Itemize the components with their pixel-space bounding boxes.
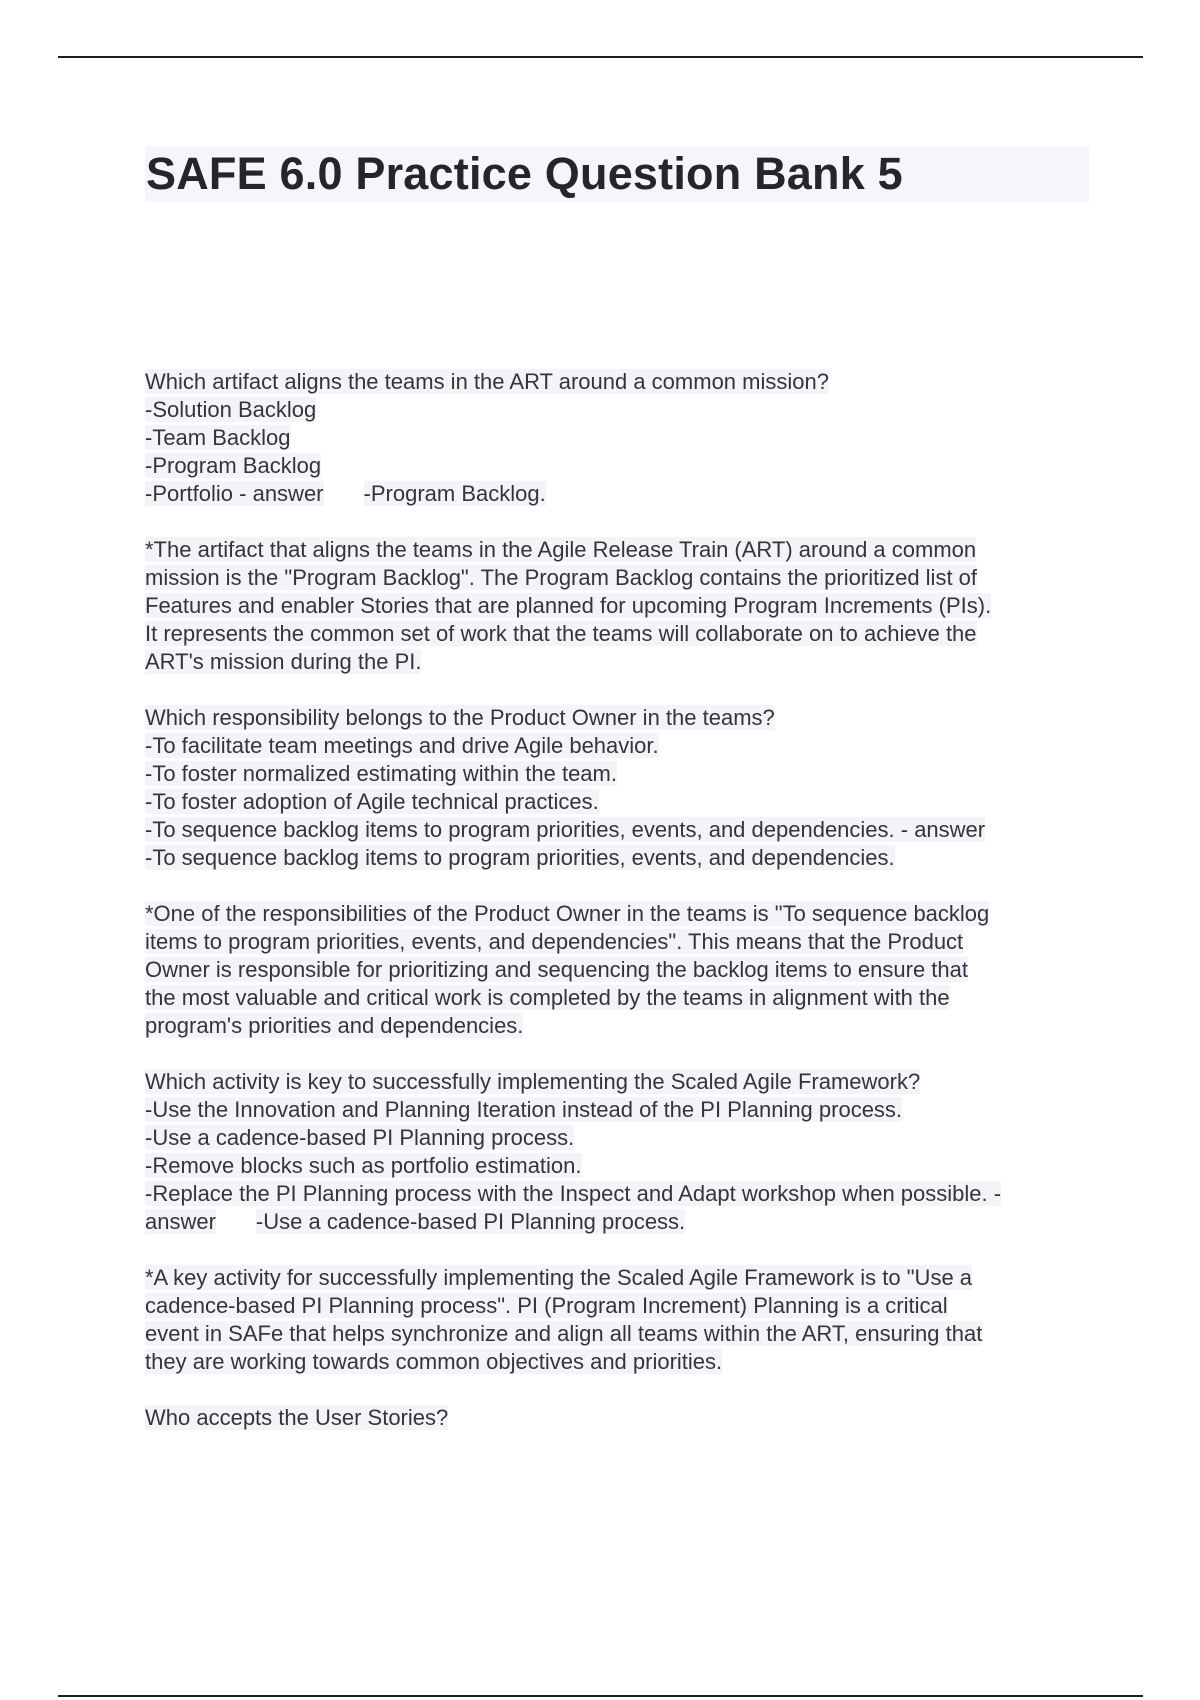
explanation-line: *A key activity for successfully implementing the Scaled Agile Framework is to "Use a [145,1265,973,1290]
answer-text: -Use a cadence-based PI Planning process. [255,1209,686,1234]
option-line: -To sequence backlog items to program priorities, events, and dependencies. - answer [145,817,986,842]
option-line: -Solution Backlog [145,397,317,422]
explanation-line: they are working towards common objectives and priorities. [145,1349,723,1374]
bottom-rule [58,1695,1143,1697]
answer-text: -Program Backlog. [363,481,546,506]
explanation-line: event in SAFe that helps synchronize and align all teams within the ART, ensuring that [145,1321,983,1346]
top-rule [58,56,1143,58]
explanation-block-2 [145,900,1095,1040]
option-line: -Use a cadence-based PI Planning process. [145,1125,575,1150]
option-line: -Team Backlog [145,425,291,450]
page-title: SAFE 6.0 Practice Question Bank 5 [146,148,903,199]
option-line: -To foster normalized estimating within the team. [145,761,617,786]
question-block-1 [145,368,1095,508]
option-line: -Replace the PI Planning process with the Inspect and Adapt workshop when possible. - [145,1181,1002,1206]
option-line: -To foster adoption of Agile technical practices. [145,789,599,814]
explanation-line: *One of the responsibilities of the Product Owner in the teams is "To sequence backlog [145,901,990,926]
option-line: -Use the Innovation and Planning Iteration instead of the PI Planning process. [145,1097,903,1122]
explanation-line: ART's mission during the PI. [145,649,422,674]
explanation-line: program's priorities and dependencies. [145,1013,524,1038]
explanation-line: cadence-based PI Planning process". PI (Program Increment) Planning is a critical [145,1293,948,1318]
question-block-4 [145,1404,1095,1432]
option-line: -Program Backlog [145,453,322,478]
explanation-line: items to program priorities, events, and dependencies". This means that the Product [145,929,964,954]
question-line: Which activity is key to successfully implementing the Scaled Agile Framework? [145,1069,921,1094]
explanation-line: Owner is responsible for prioritizing and sequencing the backlog items to ensure that [145,957,969,982]
explanation-line: mission is the "Program Backlog". The Program Backlog contains the prioritized list of [145,565,978,590]
explanation-block-3 [145,1264,1095,1376]
question-block-2 [145,704,1095,872]
explanation-line: It represents the common set of work that the teams will collaborate on to achieve the [145,621,977,646]
question-line: Who accepts the User Stories? [145,1405,449,1430]
question-line: Which artifact aligns the teams in the ART around a common mission? [145,369,829,394]
option-line: -To facilitate team meetings and drive Agile behavior. [145,733,659,758]
question-line: Which responsibility belongs to the Product Owner in the teams? [145,705,775,730]
explanation-line: *The artifact that aligns the teams in the Agile Release Train (ART) around a common [145,537,977,562]
question-content [145,368,1095,1460]
explanation-line: Features and enabler Stories that are planned for upcoming Program Increments (PIs). [145,593,992,618]
option-line: -Remove blocks such as portfolio estimation. [145,1153,582,1178]
explanation-block-1 [145,536,1095,676]
answer-line: answer -Use a cadence-based PI Planning process. [145,1209,686,1234]
answer-line: -Portfolio - answer -Program Backlog. [145,481,546,506]
question-block-3 [145,1068,1095,1236]
explanation-line: the most valuable and critical work is completed by the teams in alignment with the [145,985,950,1010]
answer-line: -To sequence backlog items to program priorities, events, and dependencies. [145,845,895,870]
